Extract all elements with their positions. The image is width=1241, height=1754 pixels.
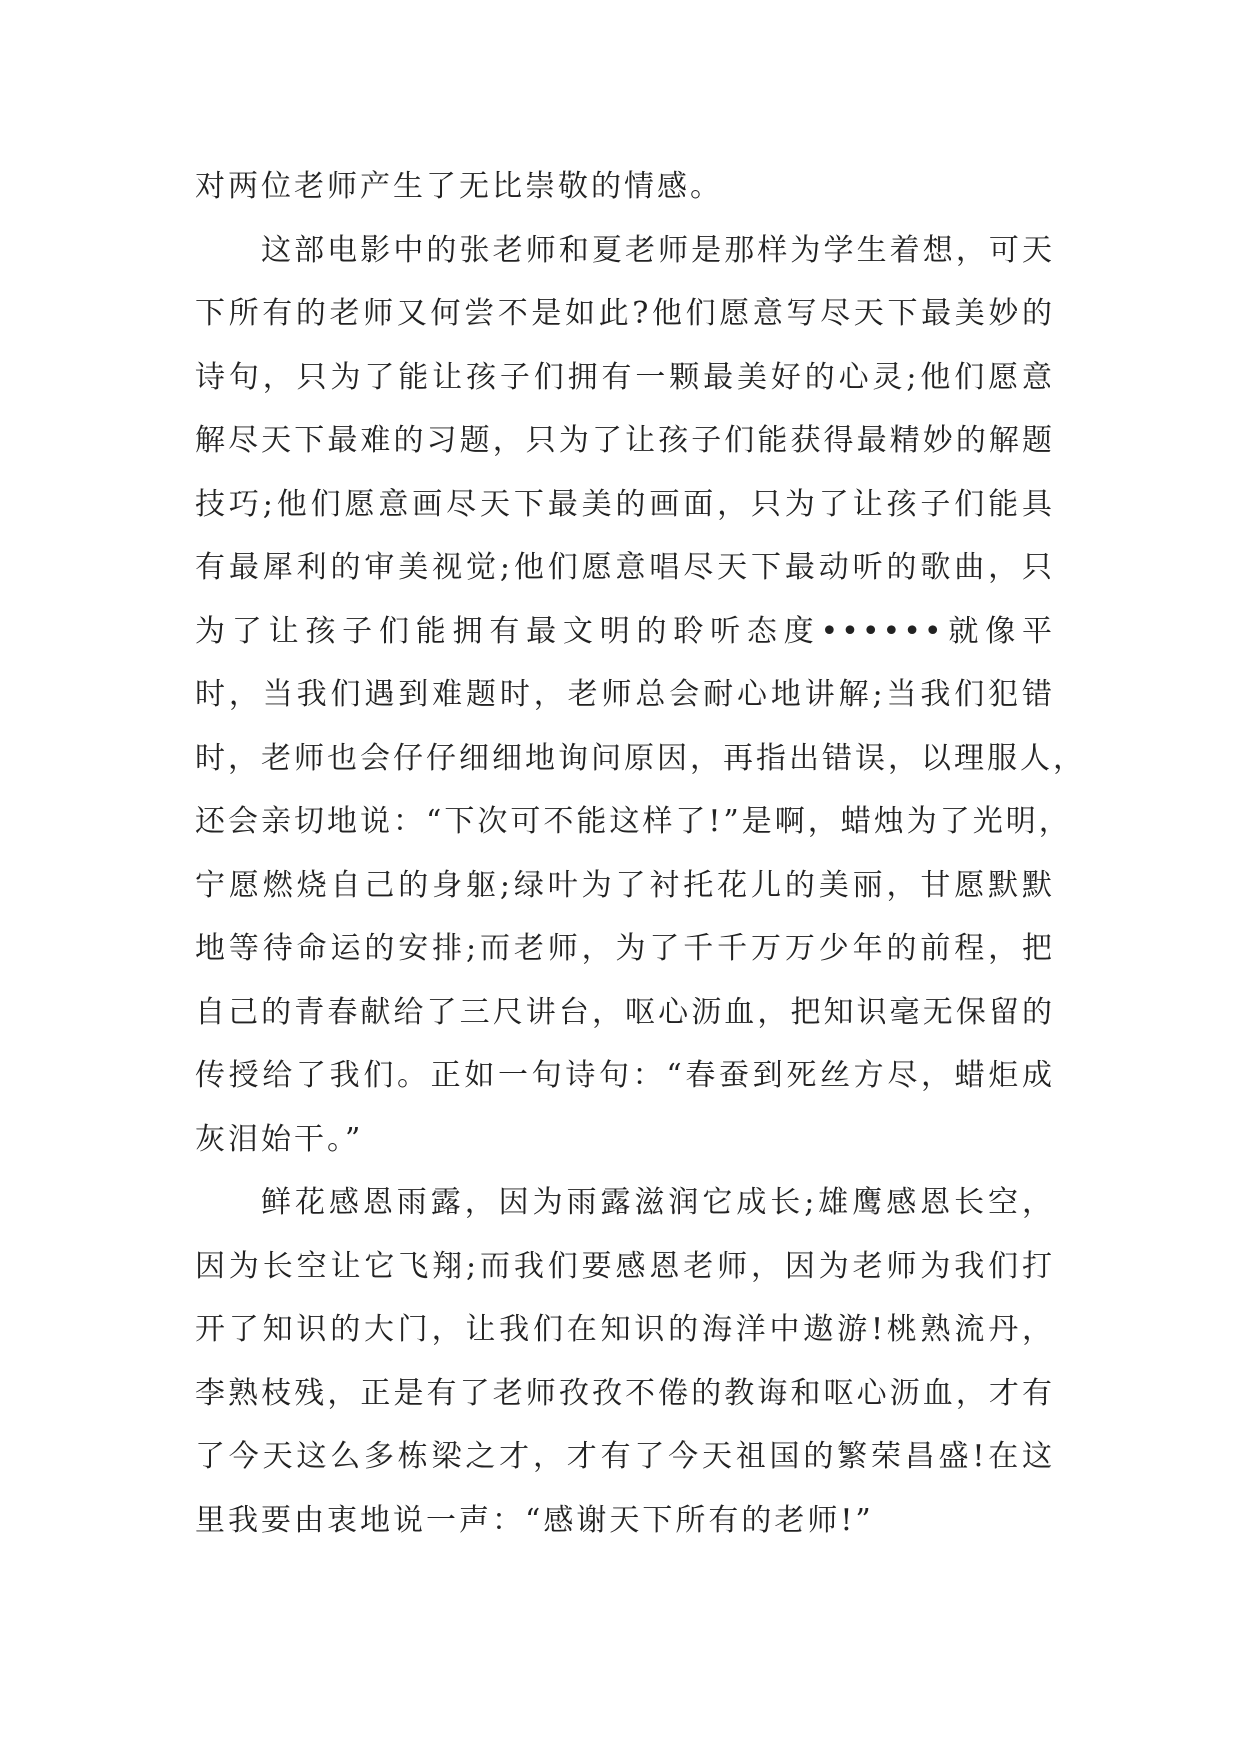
text-line: 了今天这么多栋梁之才，才有了今天祖国的繁荣昌盛!在这 — [195, 1439, 1055, 1474]
text-line: 李熟枝残，正是有了老师孜孜不倦的教诲和呕心沥血，才有 — [195, 1375, 1055, 1411]
text-line: 有最犀利的审美视觉;他们愿意唱尽天下最动听的歌曲，只 — [195, 550, 1055, 585]
text-line: 开了知识的大门，让我们在知识的海洋中遨游!桃熟流丹， — [195, 1312, 1055, 1347]
text-line: 还会亲切地说：“下次可不能这样了!”是啊，蜡烛为了光明， — [195, 804, 1072, 839]
text-line: 为了让孩子们能拥有最文明的聆听态度••••••就像平 — [195, 613, 1055, 649]
text-line: 因为长空让它飞翔;而我们要感恩老师，因为老师为我们打 — [195, 1248, 1055, 1284]
body-text — [195, 155, 1086, 1552]
text-line: 传授给了我们。正如一句诗句：“春蚕到死丝方尽，蜡炬成 — [195, 1058, 1055, 1093]
text-line: 时，老师也会仔仔细细地询问原因，再指出错误，以理服人， — [195, 740, 1086, 776]
text-line: 灰泪始干。” — [195, 1121, 364, 1157]
text-line: 时，当我们遇到难题时，老师总会耐心地讲解;当我们犯错 — [195, 677, 1055, 712]
text-line: 宁愿燃烧自己的身躯;绿叶为了衬托花儿的美丽，甘愿默默 — [195, 867, 1055, 903]
paragraph-first-line: 鲜花感恩雨露，因为雨露滋润它成长;雄鹰感恩长空， — [261, 1185, 1055, 1220]
text-line: 自己的青春献给了三尺讲台，呕心沥血，把知识毫无保留的 — [195, 994, 1055, 1030]
text-line: 解尽天下最难的习题，只为了让孩子们能获得最精妙的解题 — [195, 423, 1055, 458]
text-line: 技巧;他们愿意画尽天下最美的画面，只为了让孩子们能具 — [195, 486, 1055, 522]
text-line: 诗句，只为了能让孩子们拥有一颗最美好的心灵;他们愿意 — [195, 359, 1055, 395]
text-line: 对两位老师产生了无比崇敬的情感。 — [195, 169, 723, 204]
text-line: 地等待命运的安排;而老师，为了千千万万少年的前程，把 — [195, 931, 1055, 966]
text-line: 里我要由衷地说一声：“感谢天下所有的老师!” — [195, 1502, 874, 1538]
paragraph-first-line: 这部电影中的张老师和夏老师是那样为学生着想，可天 — [261, 232, 1055, 268]
text-line: 下所有的老师又何尝不是如此?他们愿意写尽天下最美妙的 — [195, 296, 1055, 331]
